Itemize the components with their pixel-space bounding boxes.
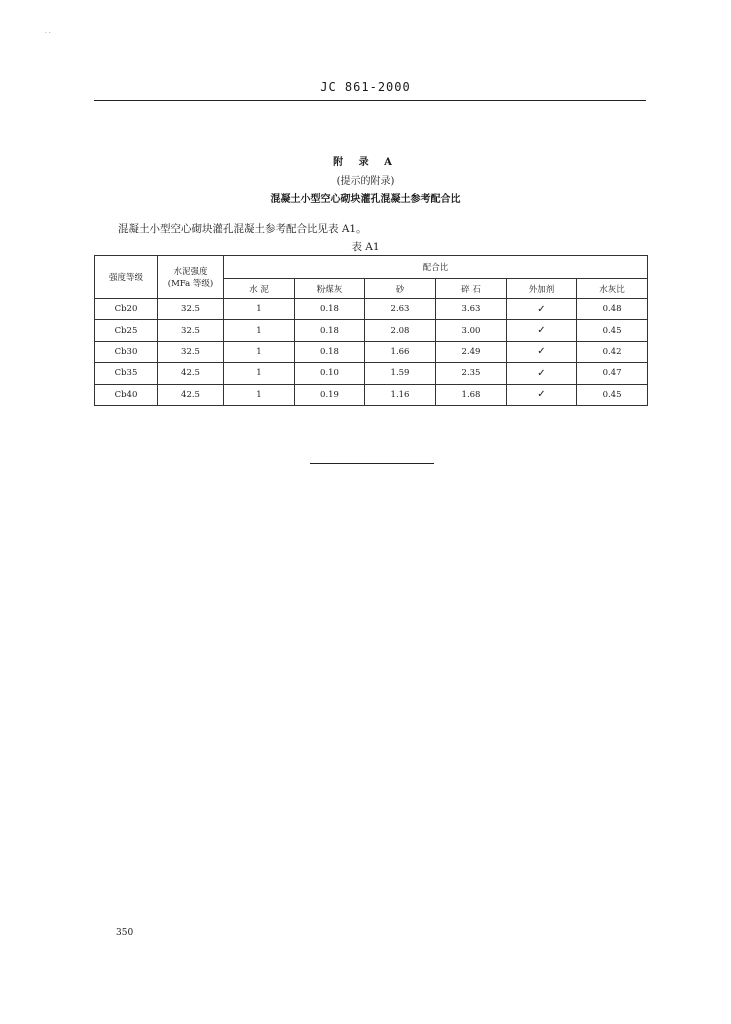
- cell-cement-strength: 32.5: [158, 341, 224, 362]
- cell-admixture-check-icon: ✓: [507, 299, 577, 320]
- header-cement-strength-unit: (MFa 等级): [167, 279, 214, 289]
- header-water-cement-ratio: 水灰比: [577, 279, 648, 299]
- cell-grade: Cb40: [95, 384, 158, 405]
- end-of-annex-rule: [310, 463, 434, 464]
- cell-admixture-check-icon: ✓: [507, 384, 577, 405]
- cell-fly-ash: 0.18: [295, 341, 365, 362]
- annex-note: (提示的附录): [336, 176, 395, 187]
- cell-water-cement-ratio: 0.45: [577, 320, 648, 341]
- header-fly-ash: 粉煤灰: [295, 279, 365, 299]
- header-sand: 砂: [365, 279, 436, 299]
- cell-cement-strength: 32.5: [158, 320, 224, 341]
- table-label: 表 A1: [351, 241, 380, 253]
- cell-sand: 1.16: [365, 384, 436, 405]
- cell-sand: 2.08: [365, 320, 436, 341]
- cell-gravel: 3.00: [436, 320, 507, 341]
- scan-speck: · ·: [45, 30, 51, 37]
- cell-admixture-check-icon: ✓: [507, 320, 577, 341]
- header-cement: 水 泥: [224, 279, 295, 299]
- table-row: [95, 363, 648, 384]
- intro-paragraph: 混凝土小型空心砌块灌孔混凝土参考配合比见表 A1。: [118, 223, 367, 235]
- cell-sand: 1.66: [365, 341, 436, 362]
- header-gravel: 碎 石: [436, 279, 507, 299]
- cell-water-cement-ratio: 0.48: [577, 299, 648, 320]
- cell-fly-ash: 0.10: [295, 363, 365, 384]
- mix-ratio-table: [94, 255, 648, 406]
- cell-grade: Cb30: [95, 341, 158, 362]
- cell-cement: 1: [224, 341, 295, 362]
- annex-subtitle: 混凝土小型空心砌块灌孔混凝土参考配合比: [270, 194, 461, 205]
- cell-sand: 1.59: [365, 363, 436, 384]
- cell-admixture-check-icon: ✓: [507, 341, 577, 362]
- table-row: [95, 384, 648, 405]
- table-row: [95, 320, 648, 341]
- cell-cement: 1: [224, 363, 295, 384]
- header-strength-grade: 强度等级: [95, 256, 158, 299]
- cell-cement-strength: 42.5: [158, 363, 224, 384]
- header-mix-ratio: 配合比: [224, 256, 648, 279]
- cell-gravel: 2.49: [436, 341, 507, 362]
- page-number: 350: [116, 928, 134, 938]
- cell-grade: Cb20: [95, 299, 158, 320]
- cell-cement: 1: [224, 299, 295, 320]
- cell-water-cement-ratio: 0.45: [577, 384, 648, 405]
- cell-cement-strength: 32.5: [158, 299, 224, 320]
- cell-cement-strength: 42.5: [158, 384, 224, 405]
- cell-admixture-check-icon: ✓: [507, 363, 577, 384]
- header-cement-strength-label: 水泥强度: [173, 267, 208, 277]
- table-row: [95, 299, 648, 320]
- header-rule: [94, 100, 646, 101]
- cell-water-cement-ratio: 0.42: [577, 341, 648, 362]
- cell-fly-ash: 0.19: [295, 384, 365, 405]
- cell-sand: 2.63: [365, 299, 436, 320]
- cell-grade: Cb35: [95, 363, 158, 384]
- cell-gravel: 3.63: [436, 299, 507, 320]
- header-admixture: 外加剂: [507, 279, 577, 299]
- table-row: [95, 341, 648, 362]
- cell-fly-ash: 0.18: [295, 299, 365, 320]
- cell-gravel: 1.68: [436, 384, 507, 405]
- header-cement-strength: [158, 256, 224, 299]
- cell-cement: 1: [224, 320, 295, 341]
- standard-code-header: JC 861-2000: [320, 80, 411, 94]
- cell-gravel: 2.35: [436, 363, 507, 384]
- cell-cement: 1: [224, 384, 295, 405]
- cell-water-cement-ratio: 0.47: [577, 363, 648, 384]
- cell-fly-ash: 0.18: [295, 320, 365, 341]
- cell-grade: Cb25: [95, 320, 158, 341]
- annex-title: 附 录 A: [333, 157, 398, 168]
